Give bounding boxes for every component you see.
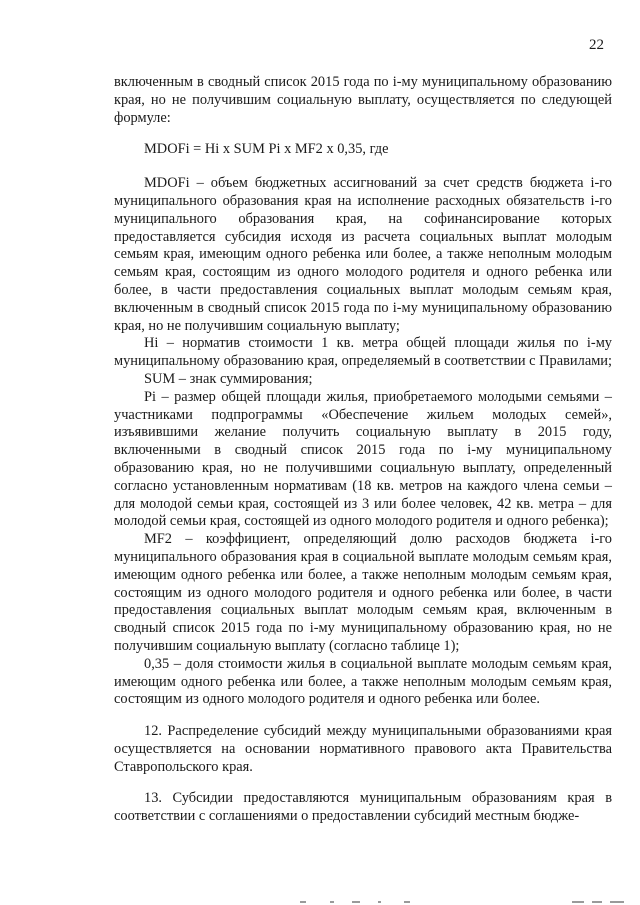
paragraph-section-12: 12. Распределение субсидий между муниципальными образованиями края осуществляется на основании нормативного правового акта Правительства Ставропольского края. (114, 723, 612, 775)
formula: MDOFi = Hi x SUM Pi x MF2 x 0,35, где (144, 141, 389, 158)
paragraph-mf2-definition: MF2 – коэффициент, определяющий долю расходов бюджета i-го муниципального образования края в социальной выплате молодым семьям края, имеющим одного ребенка или более, а также неполным молодым семьям края, состоящим из одного молодого родителя и одного ребенка или более, в части предоставления социальных выплат молодым семьям края, включенным в сводный список 2015 года по i-му муниципальному образованию края, но не получившим социальную выплату (согласно таблице 1); (114, 531, 612, 654)
page-number: 22 (589, 37, 604, 53)
scan-artifact-line (0, 897, 640, 903)
paragraph-mdof-definition: MDOFi – объем бюджетных ассигнований за счет средств бюджета i-го муниципального образования края на исполнение расходных обязательств i-го муниципального образования края, на софинансирование которых предоставляется субсидия исходя из расчета социальных выплат молодым семьям края, имеющим одного ребенка или более, а также неполным молодым семьям края, состоящим из одного молодого родителя и одного ребенка или более, в части предоставления социальных выплат молодым семьям края, включенным в сводный список 2015 года по i-му муниципальному образованию края, но не получившим социальную выплату; (114, 175, 612, 334)
paragraph-sum-definition: SUM – знак суммирования; (144, 370, 313, 387)
paragraph-p-definition: Pi – размер общей площади жилья, приобретаемого молодыми семьями – участниками подпрограммы «Обеспечение жильем молодых семей», изъявившими желание получить социальную выплату в 2015 году, включенными в сводный список 2015 года по i-му муниципальному образованию края, но не получившими социальную выплату, определенный согласно установленным нормативам (18 кв. метров на каждого члена семьи – для молодой семьи края, состоящей из 3 или более человек, 42 кв. метра – для молодой семьи края, состоящей из одного молодого родителя и одного ребенка); (114, 388, 612, 530)
paragraph-h-definition: Hi – норматив стоимости 1 кв. метра общей площади жилья по i-му муниципальному образованию края, определяемый в соответствии с Правилами; (114, 335, 613, 370)
paragraph-section-13: 13. Субсидии предоставляются муниципальным образованиям края в соответствии с соглашениями о предоставлении субсидий местным бюдже- (114, 790, 612, 825)
paragraph-intro: включенным в сводный список 2015 года по i-му муниципальному образованию края, но не получившим социальную выплату, осуществляется по следующей формуле: (114, 74, 612, 126)
paragraph-035-definition: 0,35 – доля стоимости жилья в социальной выплате молодым семьям края, имеющим одного ребенка или более, а также неполным молодым семьям края, состоящим из одного молодого родителя и одного ребенка или более. (114, 655, 612, 708)
document-body (114, 74, 612, 826)
